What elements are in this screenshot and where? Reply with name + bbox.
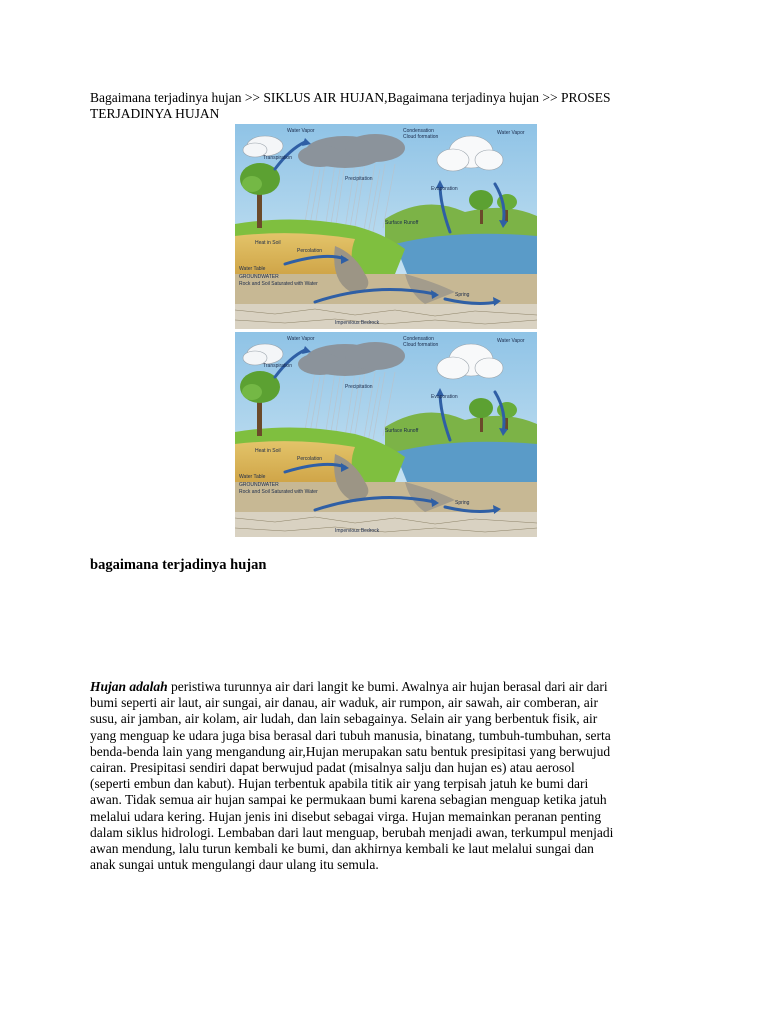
diagram-label-groundwater: GROUNDWATER	[239, 482, 279, 488]
diagram-label-heterotrophic: Heat in Soil	[255, 240, 281, 246]
diagram-label-cloud-formation: Cloud formation	[403, 342, 439, 348]
diagram-label-impervious-bedrock: Impervious Bedrock	[335, 320, 380, 326]
diagram-label-percolation: Percolation	[297, 456, 323, 462]
diagram-label-evaporation: Evaporation	[431, 186, 458, 192]
diagram-label-groundwater: GROUNDWATER	[239, 274, 279, 280]
diagram-label-transpiration: Transpiration	[263, 363, 292, 369]
paragraph-lead: Hujan adalah	[90, 679, 168, 694]
diagram-label-evaporation: Evaporation	[431, 394, 458, 400]
diagram-label-cloud-formation: Cloud formation	[403, 134, 439, 140]
diagram-label-water-vapor-right: Water Vapor	[497, 130, 525, 136]
diagram-label-spring: Spring	[455, 500, 470, 506]
diagram-label-water-table: Water Table	[239, 474, 266, 480]
diagram-label-heterotrophic: Heat in Soil	[255, 448, 281, 454]
body-paragraph	[90, 679, 690, 873]
diagram-label-water-table: Water Table	[239, 266, 266, 272]
diagram-label-water-vapor-right: Water Vapor	[497, 338, 525, 344]
diagram-label-rock-and-soil: Rock and Soil Saturated with Water	[239, 489, 318, 495]
diagram-label-rock-and-soil: Rock and Soil Saturated with Water	[239, 281, 318, 287]
diagram-label-surface-runoff: Surface Runoff	[385, 220, 419, 226]
diagram-label-percolation: Percolation	[297, 248, 323, 254]
diagram-label-condensation: Condensation	[403, 336, 434, 342]
diagram-label-precipitation: Precipitation	[345, 384, 373, 390]
diagram-label-impervious-bedrock: Impervious Bedrock	[335, 528, 380, 534]
diagram-label-precipitation: Precipitation	[345, 176, 373, 182]
water-cycle-diagram-2	[235, 332, 537, 537]
diagram-label-surface-runoff: Surface Runoff	[385, 428, 419, 434]
diagram-label-spring: Spring	[455, 292, 470, 298]
diagram-label-condensation: Condensation	[403, 128, 434, 134]
paragraph-text: peristiwa turunnya air dari langit ke bumi. Awalnya air hujan berasal dari air dari bumi seperti air laut, air sungai, air danau, air waduk, air rumpon, air sawah, air comberan, air susu, air jamban, air kolam, air ludah, dan lain sebagainya. Selain air yang berbentuk fisik, air yang menguap ke udara juga bisa berasal dari tubuh manusia, binatang, tumbuh-tumbuhan, serta benda-benda lain yang mengandung air,Hujan merupakan satu bentuk presipitasi yang berwujud cairan. Presipitasi sendiri dapat berwujud padat (misalnya salju dan hujan es) atau aerosol (seperti embun dan kabut). Hujan terbentuk apabila titik air yang terpisah jatuh ke bumi dari awan. Tidak semua air hujan sampai ke permukaan bumi karena sebagian menguap ketika jatuh melalui udara kering. Hujan jenis ini disebut sebagai virga. Hujan memainkan peranan penting dalam siklus hidrologi. Lembaban dari laut menguap, berubah menjadi awan, terkumpul menjadi awan mendung, lalu turun kembali ke bumi, dan akhirnya kembali ke laut melalui sungai dan anak sungai untuk mengulangi daur ulang itu semula.	[90, 679, 614, 873]
diagram-label-transpiration: Transpiration	[263, 155, 292, 161]
diagram-label-water-vapor-left: Water Vapor	[287, 128, 315, 134]
section-title: bagaimana terjadinya hujan	[90, 557, 267, 573]
page-heading: Bagaimana terjadinya hujan >> SIKLUS AIR HUJAN,Bagaimana terjadinya hujan >> PROSES TERJADINYA HUJAN	[90, 90, 611, 121]
diagram-label-water-vapor-left: Water Vapor	[287, 336, 315, 342]
water-cycle-diagram-1	[235, 124, 537, 329]
